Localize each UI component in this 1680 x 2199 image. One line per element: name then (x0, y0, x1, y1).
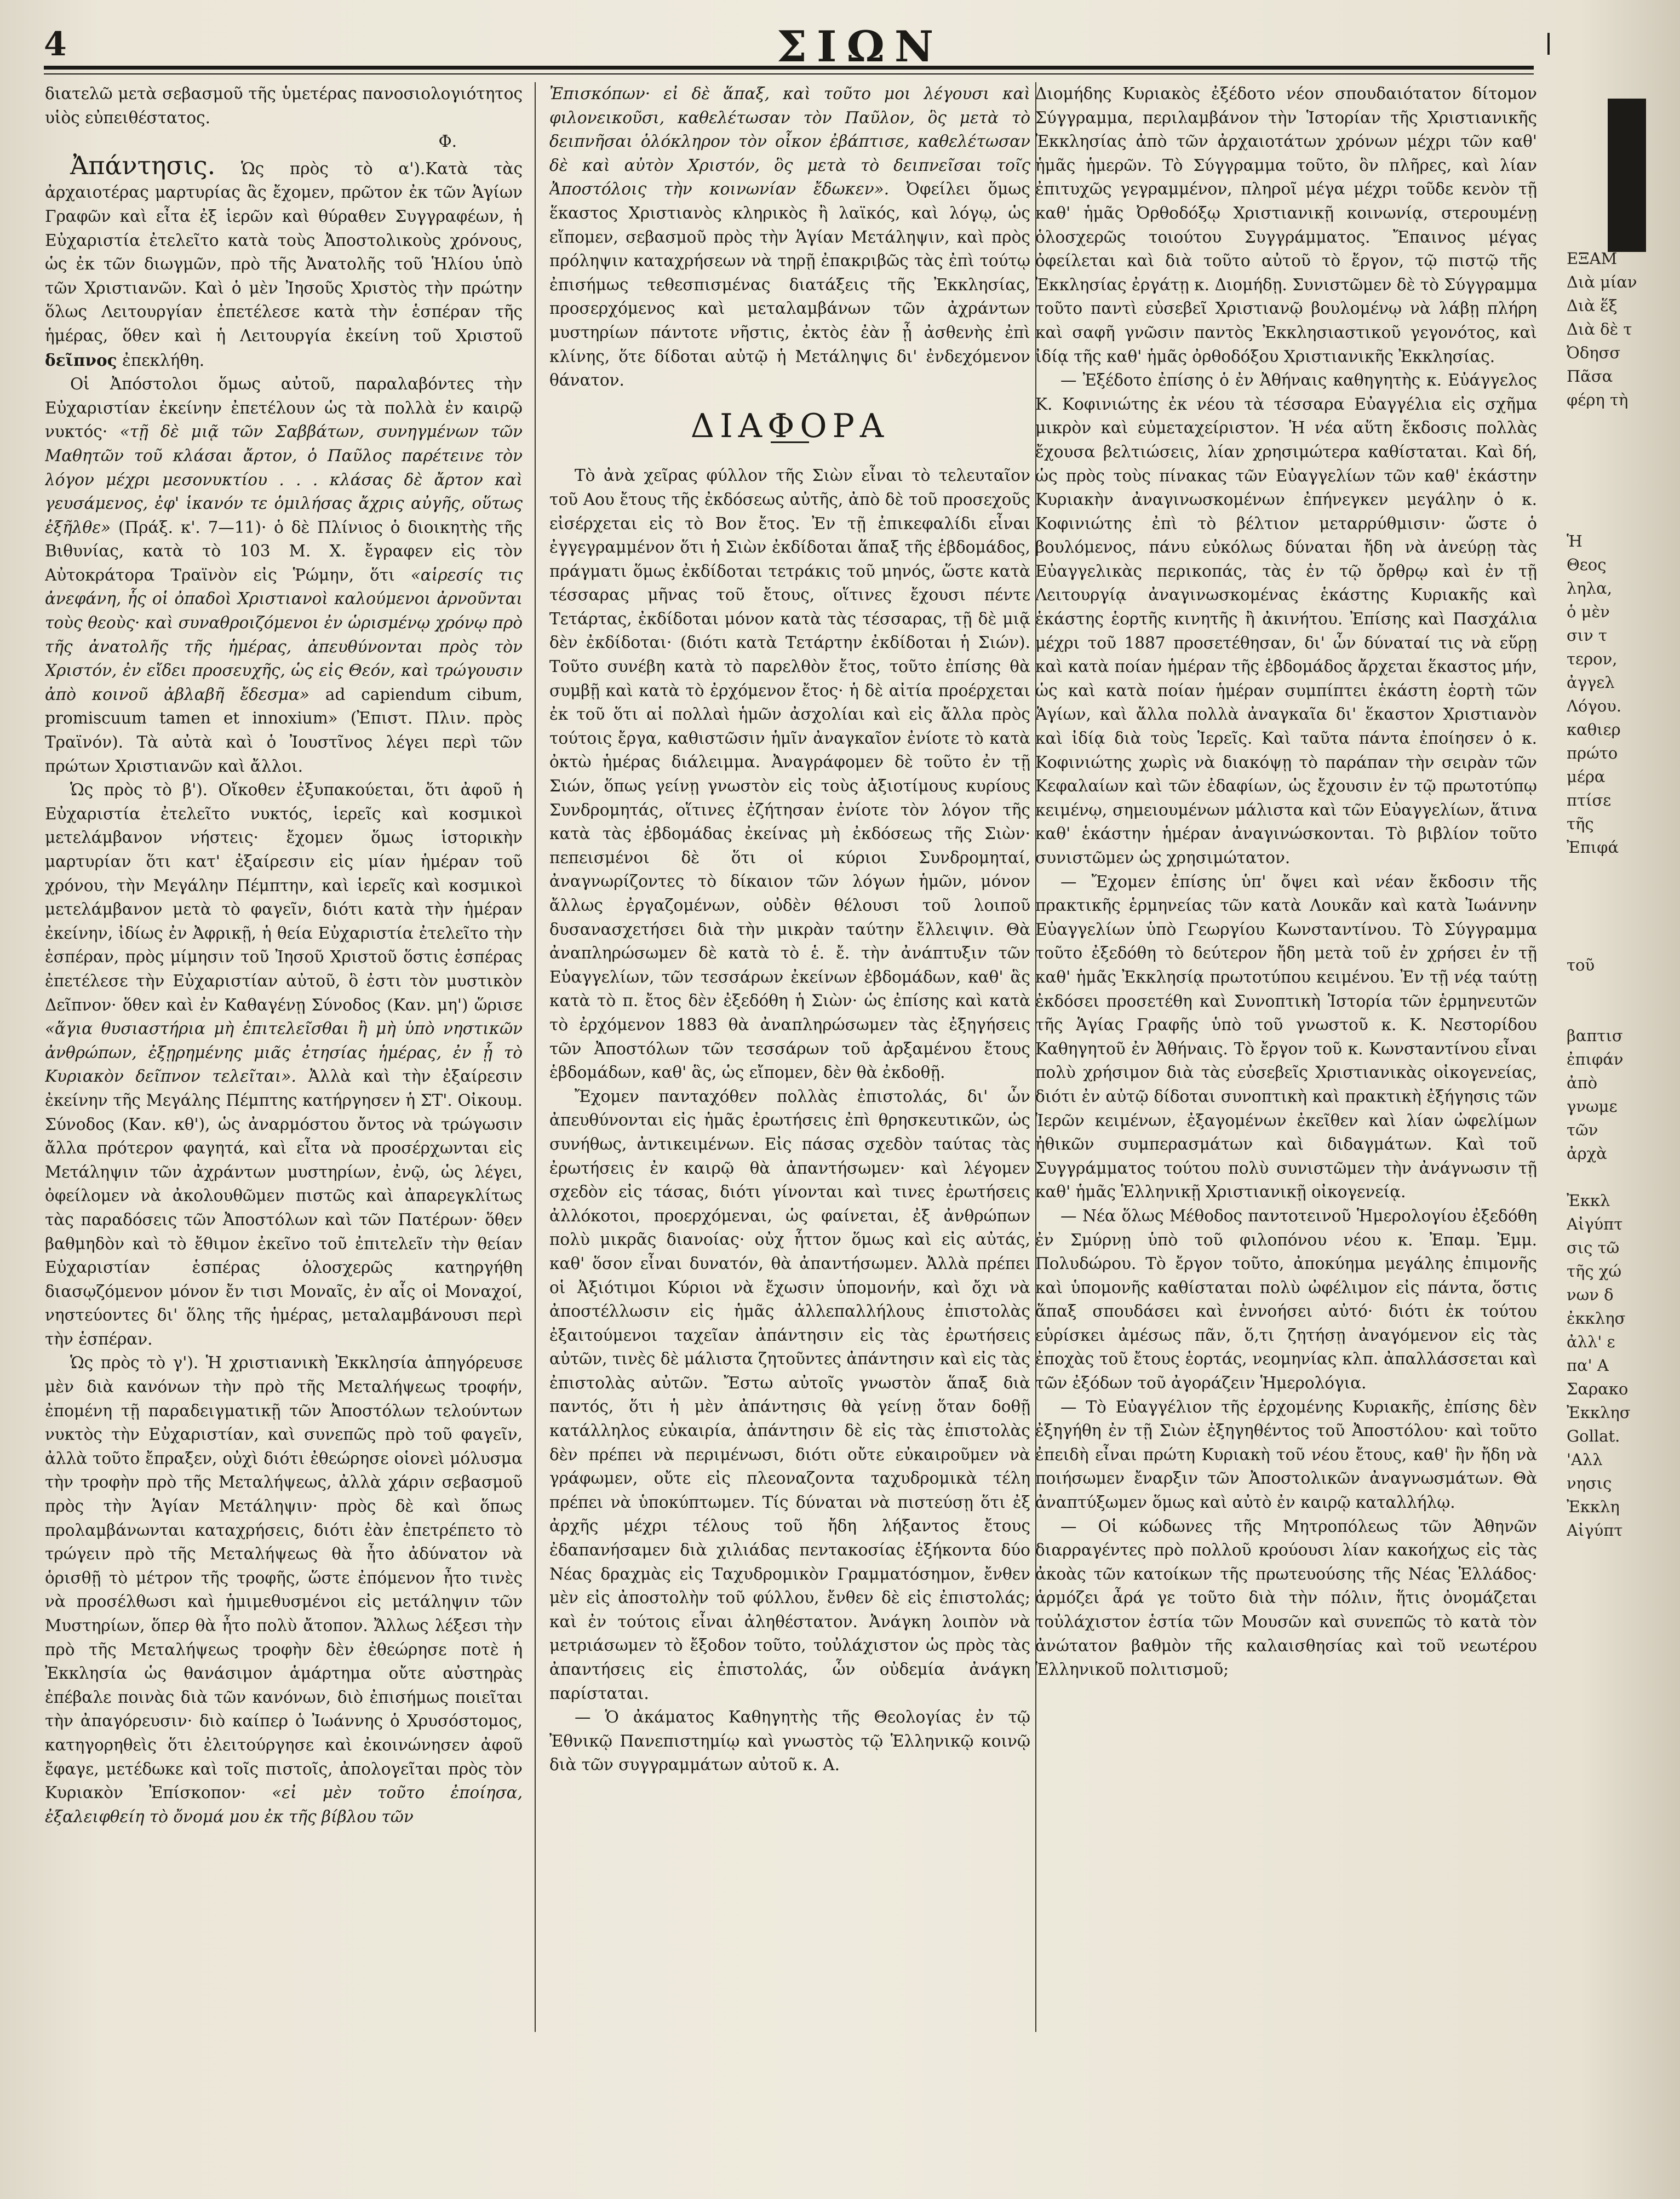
column-2 (549, 82, 1030, 2076)
signature: Φ. (438, 132, 457, 151)
adjacent-page-line (1567, 82, 1680, 106)
news-paragraph-5: — Ἐξέδοτο ἐπίσης ὁ ἐν Ἀθήναις καθηγητὴς κ. Εὐάγγελος Κ. Κοφινιώτης ἐκ νέου τὰ τέσσαρα Εὐαγγέλια εἰς σχῆμα μικρὸν καὶ εὐμεταχείριστον. Ἡ νέα αὕτη ἔκδοσις πολλὰς ἔχουσα βελτιώσεις, λίαν χρησιμώτερα καθίσταται. Καὶ δή, ὡς πρὸς τοὺς πίνακας τῶν Εὐαγγελίων τῶν καθ' ἑκάστην Κυριακὴν ἀναγινωσκομένων ἐπήνεγκεν μεγάλην ὁ κ. Κοφινιώτης ἐπὶ τὸ βέλτιον μεταρρύθμισιν· ὥστε ὁ βουλόμενος, πάνυ εὐκόλως δύναται ἤδη νὰ ἀνεύρῃ τὰς Εὐαγγελικὰς περικοπάς, τὰς ἐν τῷ ὄρθρῳ καὶ ἐν τῇ Λειτουργίᾳ ἀναγινωσκομένας ἑκάστης Κυριακῆς καὶ ἑκάστης ἑορτῆς κινητῆς ἢ ἀκινήτου. Ἐπίσης καὶ Πασχάλια μέχρι τοῦ 1887 προσετέθησαν, δι' ὧν δύναταί τις νὰ εὕρῃ καὶ κατὰ ποίαν ἡμέραν τῆς ἑβδομάδος ἄρχεται ἕκαστος μήν, ὡς καὶ κατὰ ποίαν ἡμέραν συμπίπτει ἑκάστη ἑορτὴ τῶν Ἁγίων, καὶ ἄλλα πολλὰ ἀναγκαῖα δι' ἕκαστον Χριστιανὸν καὶ ἰδίᾳ διὰ τοὺς Ἱερεῖς. Καὶ ταῦτα πάντα ἐποίησεν ὁ κ. Κοφινιώτης χωρὶς νὰ διακόψῃ τὸ παράπαν τὴν σειρὰν τῶν Κεφαλαίων καὶ τῶν ἐδαφίων, ὡς ἔχουσιν ἐν τῷ πρωτοτύπῳ κειμένῳ, σημειουμένων μάλιστα καὶ τῶν Εὐαγγελίων, ἅτινα καθ' ἑκάστην ἡμέραν ἀναγινώσκονται. Τὸ βιβλίον τοῦτο συνιστῶμεν ὡς χρησιμώτατον. (1035, 371, 1537, 867)
adjacent-page-line (1567, 506, 1680, 530)
adjacent-page-line: Αἰγύπτ (1567, 1521, 1623, 1540)
adjacent-page-line (1567, 883, 1680, 906)
news-paragraph-2: Ἔχομεν πανταχόθεν πολλὰς ἐπιστολάς, δι' ὧν ἀπευθύνονται εἰς ἡμᾶς ἐρωτήσεις ἐπὶ θρησκευτικῶν, ὡς συνήθως, ἀντικειμένων. Εἰς πάσας σχεδὸν ταύτας τὰς ἐρωτήσεις ἐν καιρῷ θὰ ἀπαντήσωμεν· καὶ λέγομεν σχεδὸν εἰς τάσας, διότι γίνονται καὶ τινες ἐρωτήσεις ἀλλόκοτοι, προερχόμεναι, ὡς φαίνεται, ἐξ ἀνθρώπων πολὺ μικρᾶς διανοίας· οὐχ ἧττον ὅμως καὶ εἰς αὐτάς, καθ' ὅσον εἶναι δυνατόν, θὰ ἀπαντήσωμεν. Ἀλλὰ πρέπει οἱ Ἀξιότιμοι Κύριοι νὰ ἔχωσιν ὑπομονήν, καὶ ὄχι νὰ ἀποστέλλωσιν εἰς ἡμᾶς ἀλλεπαλλήλους ἐπιστολὰς ἐξαιτούμενοι ταχεῖαν ἀπάντησιν εἰς τὰς ἐρωτήσεις αὐτῶν, τινὲς δὲ μάλιστα ζητοῦντες ἀπάντησιν καὶ εἰς τὰς ἐπιστολὰς αὐτῶν. Ἔστω αὐτοῖς γνωστὸν ἅπαξ διὰ παντός, ὅτι ἡ μὲν ἀπάντησις θὰ γείνῃ ὅταν δοθῇ κατάλληλος εὐκαιρία, ἀπάντησιν δὲ εἰς τὰς ἐπιστολὰς δὲν πρέπει νὰ περιμένωσι, διότι οὔτε εὐκαιροῦμεν νὰ γράφωμεν, οὔτε εἰς πλεοναζοντα ταχυδρομικὰ τέλη πρέπει νὰ ὑποκύπτωμεν. Τίς δύναται νὰ πιστεύσῃ ὅτι ἐξ ἀρχῆς μέχρι τέλους τοῦ ἤδη λήξαντος ἔτους ἐδαπανήσαμεν διὰ χιλιάδας πεντακοσίας ἑξήκοντα δύο Νέας δραχμὰς εἰς Ταχυδρομικὸν Γραμματόσημον, ἔνθεν μὲν εἰς ἀποστολὴν τοῦ φύλλου, ἔνθεν δὲ εἰς ἐπιστολάς; καὶ ἐν τούτοις εἶναι ἀληθέστατον. Ἀνάγκη λοιπὸν νὰ μετριάσωμεν τὸ ἔξοδον τοῦτο, τοὐλάχιστον ὡς πρὸς τὰς ἀπαντήσεις εἰς ἐπιστολάς, ὧν οὐδεμία ἀνάγκη παρίσταται. (549, 1087, 1030, 1703)
answer-paragraph-4: Ὡς πρὸς τὸ γ'). Ἡ χριστιανικὴ Ἐκκλησία ἀπηγόρευσε μὲν διὰ κανόνων τὴν πρὸ τῆς Μεταλήψεως τροφήν, ἐπομένη τῇ παραδειγματικῇ τῶν Ἀποστόλων τελούντων νυκτὸς τὴν Εὐχαριστίαν, καὶ συνεπῶς πρὸ τοῦ φαγεῖν, ἀλλὰ τοῦτο ἔπραξεν, οὐχὶ διότι ἐθεώρησε οἱονεὶ μόλυσμα τὴν τροφὴν πρὸ τῆς Μεταλήψεως, ἀλλὰ χάριν σεβασμοῦ πρὸς τὴν Ἁγίαν Μετάληψιν· πρὸς δὲ καὶ ὅπως προλαμβάνωνται καταχρήσεις, διότι ἐὰν ἐπετρέπετο τὸ τρώγειν πρὸ τῆς Μεταλήψεως θὰ ἦτο ἀδύνατον νὰ ὁρισθῇ τὸ μέτρον τῆς τροφῆς, ὥστε ἐπόμενον ἦτο τινὲς νὰ προσέλθωσι καὶ ἡμιμεθυσμένοι εἰς μετάληψιν τῶν Μυστηρίων, ὅπερ θὰ ἦτο πολὺ ἄτοπον. Ἄλλως λέξεσι τὴν πρὸ τῆς Μεταλήψεως τροφὴν δὲν ἐθεώρησε ποτὲ ἡ Ἐκκλησία ὡς θανάσιμον ἁμάρτημα οὔτε αὐστηρὰς ἐπέβαλε ποινὰς διὰ τῶν κανόνων, διὸ ἐπισήμως ποιεῖται τὴν ἀπαγόρευσιν· διὸ καίπερ ὁ Ἰωάννης ὁ Χρυσόστομος, κατηγορηθεὶς ὅτι ἐλειτούργησε καὶ ἐκοινώνησεν ἀφοῦ ἔφαγε, μετέδωκε καὶ τοῖς πιστοῖς, ἀπολογεῖται πρὸς τὸν Κυριακὸν Ἐπίσκοπον· «εἰ μὲν τοῦτο ἐποίησα, ἐξαλειφθείη τὸ ὄνομά μου ἐκ τῆς βίβλου τῶν (45, 1353, 523, 1826)
adjacent-page-line: Ὀδησσ (1567, 343, 1621, 362)
adjacent-page-line (1567, 153, 1680, 176)
adjacent-page-line: Σαρακο (1567, 1380, 1629, 1398)
adjacent-page-line: ἐπιφάν (1567, 1050, 1624, 1069)
adjacent-page-line: ΕΞΑΜ (1567, 249, 1618, 268)
adjacent-page-line (1567, 176, 1680, 200)
adjacent-page-line: ληλα, (1567, 579, 1612, 598)
adjacent-page-line: καθιερ (1567, 720, 1621, 739)
column-divider (535, 82, 536, 2032)
section-title: ΔΙΑΦΟΡΑ (690, 406, 890, 445)
adjacent-page-line: Λόγου. (1567, 697, 1622, 715)
news-paragraph-1: Τὸ ἀνὰ χεῖρας φύλλον τῆς Σιὼν εἶναι τὸ τελευταῖον τοῦ Αου ἔτους τῆς ἐκδόσεως αὐτῆς, ἀπὸ δὲ τοῦ προσεχοῦς εἰσέρχεται εἰς τὸ Βον ἔτος. Ἐν τῇ ἐπικεφαλίδι εἶναι ἐγγεγραμμένον ὅτι ἡ Σιὼν ἐκδίδοται ἅπαξ τῆς ἑβδομάδος, πράγματι ὅμως ἐκδίδοται τετράκις τοῦ μηνός, ὥστε κατὰ τέσσαρας μῆνας τοῦ ἔτους, οἵτινες ἔχουσι πέντε Τετάρτας, ἐκδίδοται μόνον κατὰ τὰς τέσσαρας, τῇ δὲ μιᾷ δὲν ἐκδίδοται· (διότι κατὰ Τετάρτην ἐκδίδοται ἡ Σιών). Τοῦτο συνέβη κατὰ τὸ παρελθὸν ἔτος, τοῦτο ἐπίσης θὰ συμβῇ καὶ κατὰ τὸ ἐρχόμενον ἔτος· ἡ δὲ αἰτία προέρχεται ἐκ τοῦ ὅτι αἱ πολλαὶ ἡμῶν ἀσχολίαι καὶ εἰς ἄλλα πρὸς τούτοις ἔργα, καθιστῶσιν ἡμῖν ἀναγκαῖον ἐνίοτε τὸ κατὰ ὀκτὼ ἡμέρας διάλειμμα. Ἀναγράφομεν δὲ τοῦτο ἐν τῇ Σιών, ὅπως γείνῃ γνωστὸν εἰς τοὺς ἀξιοτίμους κυρίους Συνδρομητάς, οἵτινες ἐζήτησαν ἐνίοτε τὸν λόγον τῆς κατὰ τὰς ἑβδομάδας ἐκείνας μὴ ἐκδόσεως τῆς Σιὼν· πεπεισμένοι δὲ ὅτι οἱ κύριοι Συνδρομηταί, ἀναγνωρίζοντες τὸ δίκαιον τῶν λόγων ἡμῶν, μόνον ἄλλως ἐργαζομένων, οὐδὲν θέλουσι τοῦ λοιποῦ δυσανασχετήσει διὰ τὴν μικρὰν ταύτην ἔλλειψιν. Θὰ ἀναπληρώσωμεν δὲ κατὰ τὸ ἑ. ἔ. τὴν ἀνάπτυξιν τῶν Εὐαγγελίων, τῶν τεσσάρων ἐκείνων ἑβδομάδων, καθ' ἃς κατὰ τὸ π. ἔτος δὲν ἐξεδόθη ἡ Σιὼν· ὡς ἐπίσης καὶ κατὰ τὸ ἐρχόμενον 1883 θὰ ἀναπληρώσωμεν τὰς ἐξηγήσεις τῶν Ἀποστόλων τῶν τεσσάρων τοῦ ἀρξαμένου ἔτους ἑβδομάδων, καθ' ἃς, ὡς εἴπομεν, δὲν θὰ ἐκδοθῇ. (549, 466, 1030, 1082)
answer-paragraph-3: Ὡς πρὸς τὸ β'). Οἴκοθεν ἐξυπακούεται, ὅτι ἀφοῦ ἡ Εὐχαριστία ἐτελεῖτο νυκτός, ἱερεῖς καὶ κοσμικοὶ μετελάμβανον νήστεις· ἔχομεν ὅμως ἱστορικὴν μαρτυρίαν ὅτι κατ' ἐξαίρεσιν εἰς μίαν ἡμέραν τοῦ χρόνου, τὴν Μεγάλην Πέμπτην, καὶ ἱερεῖς καὶ κοσμικοὶ μετελάμβανον μετὰ τὸ φαγεῖν, διότι κατὰ τὴν ἡμέραν ἐκείνην, ἰδίως ἐν Ἀφρικῇ, ἡ θεία Εὐχαριστία ἐτελεῖτο τὴν ἑσπέραν, πρὸς μίμησιν τοῦ Ἰησοῦ Χριστοῦ ὅστις ἑσπέρας ἐπετέλεσε τὴν Εὐχαριστίαν αὐτοῦ, ὃ ἐστι τὸν μυστικὸν Δεῖπνον· ὅθεν καὶ ἐν Καθαγένῃ Σύνοδος (Καν. μη') ὥρισε «ἅγια θυσιαστήρια μὴ ἐπιτελεῖσθαι ἢ μὴ ὑπὸ νηστικῶν ἀνθρώπων, ἐξῃρημένης μιᾶς ἐτησίας ἡμέρας, ἐν ᾗ τὸ Κυριακὸν δεῖπνον τελεῖται». Ἀλλὰ καὶ τὴν ἐξαίρεσιν ἐκείνην τῆς Μεγάλης Πέμπτης κατήργησεν ἡ ΣΤ'. Οἰκουμ. Σύνοδος (Καν. κθ'), ὡς ἀναρμόστου ὄντος νὰ τρώγωσιν ἄλλα πρότερον φαγητά, καὶ εἶτα νὰ προσέρχωνται εἰς Μετάληψιν τῶν ἀχράντων μυστηρίων, ἐνῷ, ὡς λέγει, ὀφείλομεν νὰ ἀκολουθῶμεν πιστῶς καὶ ἀπαρεγκλίτως τὰς παραδόσεις τῶν Ἀποστόλων καὶ τῶν Πατέρων· ὅθεν βαθμηδὸν καὶ τὸ ἔθιμον ἐκεῖνο τοῦ ἐπιτελεῖν τὴν θείαν Εὐχαριστίαν ἑσπέρας ὁλοσχερῶς κατηργήθη διασῳζόμενον μόνον ἔν τισι Μοναῖς, ἐν αἷς οἱ Μοναχοί, νηστεύοντες δι' ὅλης τῆς ἡμέρας, μεταλαμβάνουσι περὶ τὴν ἑσπέραν. (45, 780, 523, 1348)
adjacent-page-line: Αἰγύπτ (1567, 1215, 1623, 1233)
adjacent-page-line: φέρη τὴ (1567, 391, 1629, 409)
edge-mark (1547, 33, 1561, 55)
adjacent-page-line: τῶν (1567, 1121, 1598, 1139)
adjacent-page-line: πτίσε (1567, 791, 1612, 809)
adjacent-page-line: Διὰ ἕξ (1567, 296, 1618, 315)
adjacent-page-line: τερον, (1567, 650, 1618, 668)
adjacent-page-line: Διὰ δὲ τ (1567, 320, 1632, 338)
page-number: 4 (44, 25, 67, 64)
adjacent-page-line: ἀλλ' ε (1567, 1333, 1615, 1351)
adjacent-page-line: μέρα (1567, 767, 1606, 786)
news-paragraph-6: — Ἔχομεν ἐπίσης ὑπ' ὄψει καὶ νέαν ἔκδοσιν τῆς πρακτικῆς ἑρμηνείας τῶν κατὰ Λουκᾶν καὶ κατὰ Ἰωάννην Εὐαγγελίων ὑπὸ Γεωργίου Κωνσταντίνου. Τὸ Σύγγραμμα τοῦτο ἐξεδόθη τὸ δεύτερον ἤδη μετὰ τοῦ ἐν χρήσει ἐν τῇ καθ' ἡμᾶς Ἐκκλησίᾳ πρωτοτύπου κειμένου. Ἐν τῇ νέᾳ ταύτῃ ἐκδόσει προσετέθη καὶ Συνοπτικὴ Ἱστορία τῶν ἑρμηνευτῶν τῆς Ἁγίας Γραφῆς ὑπὸ τοῦ γνωστοῦ κ. Κ. Νεστορίδου Καθηγητοῦ ἐν Ἀθήναις. Τὸ ἔργον τοῦ κ. Κωνσταντίνου εἶναι πολὺ χρήσιμον διὰ τὰς εὐσεβεῖς Χριστιανικὰς οἰκογενείας, διότι ἐν αὐτῷ δίδοται συνοπτικὴ καὶ πρακτικὴ ἐξήγησις τῶν Ἱερῶν κειμένων, ἐξαγομένων ἐκεῖθεν καὶ λίαν ὠφελίμων ἠθικῶν συμπερασμάτων καὶ διδαγμάτων. Καὶ τοῦ Συγγράμματος τούτου πολὺ συνιστῶμεν τὴν ἀνάγνωσιν τῇ καθ' ἡμᾶς Ἑλληνικῇ Χριστιανικῇ οἰκογενείᾳ. (1035, 872, 1537, 1202)
adjacent-page-line: Διὰ μίαν (1567, 273, 1637, 291)
answer-heading: Ἀπάντησις. (70, 150, 216, 180)
adjacent-page-line (1567, 906, 1680, 930)
adjacent-page-line: γνωμε (1567, 1097, 1618, 1116)
adjacent-page-line: βαπτισ (1567, 1026, 1623, 1045)
adjacent-page-line: σις τῶ (1567, 1238, 1620, 1257)
closing-line: διατελῶ μετὰ σεβασμοῦ τῆς ὑμετέρας πανοσιολογιότητος υἱὸς εὐπειθέστατος. (45, 84, 523, 127)
adjacent-page-line: ἀρχὰ (1567, 1144, 1607, 1163)
adjacent-page-line (1567, 129, 1680, 153)
adjacent-page-line: Πᾶσα (1567, 367, 1613, 386)
adjacent-page-line: τῆς (1567, 814, 1594, 833)
adjacent-page-line: Ἐκκλη (1567, 1497, 1620, 1516)
adjacent-page-line (1567, 223, 1680, 247)
column-3 (1035, 82, 1537, 2076)
adjacent-page-line (1567, 459, 1680, 483)
adjacent-page-line: 'Αλλ (1567, 1450, 1603, 1469)
adjacent-page-line: πα' Α (1567, 1356, 1609, 1375)
column-1 (45, 82, 523, 2076)
adjacent-page-line (1567, 106, 1680, 129)
adjacent-page-line: Gollat. (1567, 1427, 1620, 1445)
adjacent-page-line: ἀγγελ (1567, 673, 1615, 692)
adjacent-page-line: νησις (1567, 1474, 1612, 1492)
adjacent-page-line: ἀπὸ (1567, 1073, 1598, 1092)
adjacent-page-line: Θεος (1567, 555, 1607, 574)
header-rule (44, 66, 1534, 70)
continued-paragraph: Ἐπισκόπων· εἰ δὲ ἅπαξ, καὶ τοῦτο μοι λέγουσι καὶ φιλονεικοῦσι, καθελέτωσαν τὸν Παῦλον, ὃς μετὰ τὸ δειπνῆσαι ὁλόκληρον τὸν οἶκον ἐβάπτισε, καθελέτωσαν δὲ καὶ αὐτὸν Χριστόν, ὃς μετὰ τὸ δειπνεῖσαι τοῖς Ἀποστόλοις τὴν κοινωνίαν ἔδωκεν». Ὀφείλει ὅμως ἕκαστος Χριστιανὸς κληρικὸς ἢ λαϊκός, καὶ λόγῳ, ὡς εἴπομεν, σεβασμοῦ πρὸς τὴν Ἁγίαν Μετάληψιν, καὶ πρὸς πρόληψιν καταχρήσεων νὰ τηρῇ ἐπακριβῶς τὰς ἐπὶ τούτῳ ἐπισήμως τεθεσπισμένας διατάξεις τῆς Ἐκκλησίας, προσερχόμενος καὶ μεταλαμβάνων τῶν ἀχράντων μυστηρίων πάντοτε νῆστις, ἐκτὸς ἐὰν ᾖ ἀσθενὴς ἐπὶ κλίνης, ὅτε δίδοται αὐτῷ ἡ Μετάληψις δι' ἐνδεχόμενον θάνατον. (549, 84, 1030, 390)
news-paragraph-4: Διομήδης Κυριακὸς ἐξέδοτο νέον σπουδαιότατον δίτομον Σύγγραμμα, περιλαμβάνον τὴν Ἱστορίαν τῆς Χριστιανικῆς Ἐκκλησίας ἀπὸ τῶν ἀρχαιοτάτων χρόνων μέχρι τῶν καθ' ἡμᾶς ἡμερῶν. Τὸ Σύγγραμμα τοῦτο, ὃν πλῆρες, καὶ λίαν ἐπιτυχῶς γεγραμμένον, πληροῖ μέγα μέχρι τοῦδε κενὸν τῇ καθ' ἡμᾶς Ὀρθοδόξῳ Χριστιανικῇ κοινωνίᾳ, στερουμένῃ ὁλοσχερῶς τοιούτου Συγγράμματος. Ἔπαινος μέγας ὀφείλεται καὶ διὰ τοῦτο αὐτοῦ τὸ ἔργον, τῷ πιστῷ τῆς Ἐκκλησίας ἐργάτῃ κ. Διομήδῃ. Συνιστῶμεν δὲ τὸ Σύγγραμμα τοῦτο παντὶ εὐσεβεῖ Χριστιανῷ βουλομένῳ νὰ λάβῃ πλήρη καὶ σαφῆ γνῶσιν παντὸς Ἐκκλησιαστικοῦ γεγονότος, καὶ ἰδίᾳ τῆς καθ' ἡμᾶς ὀρθοδόξου Χριστιανικῆς Ἐκκλησίας. (1035, 84, 1537, 366)
adjacent-page-line (1567, 1001, 1680, 1024)
adjacent-page-line: νων δ (1567, 1285, 1614, 1304)
adjacent-page-line: Ἐκκλ (1567, 1191, 1610, 1210)
masthead-title: ΣΙΩΝ (776, 22, 944, 72)
adjacent-page-line: σιν τ (1567, 626, 1608, 645)
adjacent-page-line: τῆς χώ (1567, 1262, 1622, 1281)
header-rule-thin (44, 73, 1534, 74)
adjacent-page-line: τοῦ (1567, 956, 1595, 974)
adjacent-page-line (1567, 977, 1680, 1001)
adjacent-page-line: Ἐκκλησ (1567, 1403, 1631, 1422)
adjacent-page-line: πρώτο (1567, 744, 1618, 762)
answer-paragraph-2: Οἱ Ἀπόστολοι ὅμως αὐτοῦ, παραλαβόντες τὴν Εὐχαριστίαν ἐκείνην ἐπετέλουν ὡς τὰ πολλὰ ἐν καιρῷ νυκτός· «τῇ δὲ μιᾷ τῶν Σαββάτων, συνηγμένων τῶν Μαθητῶν τοῦ κλάσαι ἄρτον, ὁ Παῦλος παρέτεινε τὸν λόγον μέχρι μεσονυκτίου . . . κλάσας δὲ ἄρτον καὶ γευσάμενος, ἐφ' ἱκανόν τε ὁμιλήσας ἄχρις αὐγῆς, οὕτως ἐξῆλθε» (Πράξ. κ'. 7—11)· ὁ δὲ Πλίνιος ὁ διοικητὴς τῆς Βιθυνίας, κατὰ τὸ 103 Μ. Χ. ἔγραφεν εἰς τὸν Αὐτοκράτορα Τραϊνὸν εἰς Ῥώμην, ὅτι «αἱρεσίς τις ἀνεφάνη, ἧς οἱ ὀπαδοὶ Χριστιανοὶ καλούμενοι ἀρνοῦνται τοὺς θεοὺς· καὶ συναθροιζόμενοι ἐν ὡρισμένῳ χρόνῳ πρὸ τῆς ἀνατολῆς τῆς ἡμέρας, ἀπευθύνονται πρὸς τὸν Χριστόν, ἐν εἴδει προσευχῆς, ὡς εἰς Θεόν, καὶ τρώγουσιν ἀπὸ κοινοῦ ἀβλαβῆ ἔδεσμα» ad capiendum cibum, promiscuum tamen et innoxium» (Ἐπιστ. Πλιν. πρὸς Τραϊνόν). Τὰ αὐτὰ καὶ ὁ Ἰουστῖνος λέγει περὶ τῶν πρώτων Χριστιανῶν καὶ ἄλλοι. (45, 375, 523, 776)
news-paragraph-9: — Οἱ κώδωνες τῆς Μητροπόλεως τῶν Ἀθηνῶν διαρραγέντες πρὸ πολλοῦ κρούουσι λίαν κακοήχως εἰς τὰς ἀκοὰς τῶν κατοίκων τῆς πρωτευούσης τῆς Νέας Ἑλλάδος· ἁρμόζει ἆρά γε τοῦτο διὰ τὴν πόλιν, ἥτις ὀνομάζεται τοὐλάχιστον ἑστία τῶν Μουσῶν καὶ συνεπῶς τὸ κατὰ τὸν ἀνώτατον βαθμὸν τῆς καλαισθησίας καὶ τοῦ νεωτέρου Ἑλληνικοῦ πολιτισμοῦ; (1035, 1517, 1537, 1679)
adjacent-page-line: Ἐπιφά (1567, 838, 1619, 857)
news-paragraph-8: — Τὸ Εὐαγγέλιον τῆς ἐρχομένης Κυριακῆς, ἐπίσης δὲν ἐξηγήθη ἐν τῇ Σιὼν ἐξηγηθέντος τοῦ Ἀποστόλου· καὶ τοῦτο ἐπειδὴ εἶναι πρώτη Κυριακὴ τοῦ νέου ἔτους, καθ' ἣν ἤδη νὰ ποιήσωμεν ἔναρξιν τῶν Ἀποστολικῶν ἀναγνωσμάτων. Θὰ ἀναπτύξωμεν ὅμως καὶ αὐτὸ ἐν καιρῷ καταλλήλῳ. (1035, 1397, 1537, 1512)
adjacent-page-line (1567, 859, 1680, 883)
news-paragraph-7: — Νέα ὅλως Μέθοδος παντοτεινοῦ Ἡμερολογίου ἐξεδόθη ἐν Σμύρνῃ ὑπὸ τοῦ φιλοπόνου νέου κ. Ἐπαμ. Ἐμμ. Πολυδώρου. Τὸ ἔργον τοῦτο, ἀποκύημα μεγάλης ἐπιμονῆς καὶ ὑπομονῆς καθίσταται πολὺ ὠφέλιμον εἰς πάντα, ὅστις ἅπαξ σπουδάσει καὶ ἐννοήσει αὐτό· διότι ἐκ τούτου εὑρίσκει ἀμέσως πᾶν, ὅ,τι ζητήσῃ ἀναγόμενον εἰς τὰς ἐποχὰς τοῦ ἔτους ἑορτάς, νεομηνίας κλπ. ἀπαλλάσσεται καὶ τῶν ἐξόδων τοῦ ἀγοράζειν Ἡμερολόγια. (1035, 1206, 1537, 1393)
adjacent-page-line (1567, 1165, 1680, 1189)
adjacent-page-line: ἐκκλησ (1567, 1309, 1626, 1328)
adjacent-page-line: ὁ μὲν (1567, 602, 1610, 621)
news-paragraph-3: — Ὁ ἀκάματος Καθηγητὴς τῆς Θεολογίας ἐν τῷ Ἐθνικῷ Πανεπιστημίῳ καὶ γνωστὸς τῷ Ἑλληνικῷ κοινῷ διὰ τῶν συγγραμμάτων αὐτοῦ κ. Α. (549, 1708, 1030, 1775)
adjacent-page-fragment (1567, 82, 1680, 2109)
adjacent-page-line (1567, 200, 1680, 223)
adjacent-page-line (1567, 435, 1680, 459)
adjacent-page-line: Ἡ (1567, 532, 1582, 550)
adjacent-page-line (1567, 412, 1680, 435)
adjacent-page-line (1567, 483, 1680, 506)
adjacent-page-line (1567, 930, 1680, 954)
answer-paragraph-1: Ἀπάντησις. Ὡς πρὸς τὸ α').Κατὰ τὰς ἀρχαιοτέρας μαρτυρίας ἃς ἔχομεν, πρῶτον ἐκ τῶν Ἁγίων Γραφῶν καὶ εἶτα ἐξ ἱερῶν καὶ θύραθεν Συγγραφέων, ἡ Εὐχαριστία ἐτελεῖτο κατὰ τοὺς Ἀποστολικοὺς χρόνους, ὡς ἐκ τῶν διωγμῶν, πρὸ τῆς Ἀνατολῆς τοῦ Ἡλίου ὑπὸ τῶν Χριστιανῶν. Καὶ ὁ μὲν Ἰησοῦς Χριστὸς τὴν πρώτην ὅλως Λειτουργίαν ἐπετέλεσε κατὰ τὴν ἑσπέραν τῆς ἡμέρας, ὅθεν καὶ ἡ Λειτουργία ἐκείνη τοῦ Χριστοῦ δεῖπνος ἐπεκλήθη. (45, 150, 523, 370)
